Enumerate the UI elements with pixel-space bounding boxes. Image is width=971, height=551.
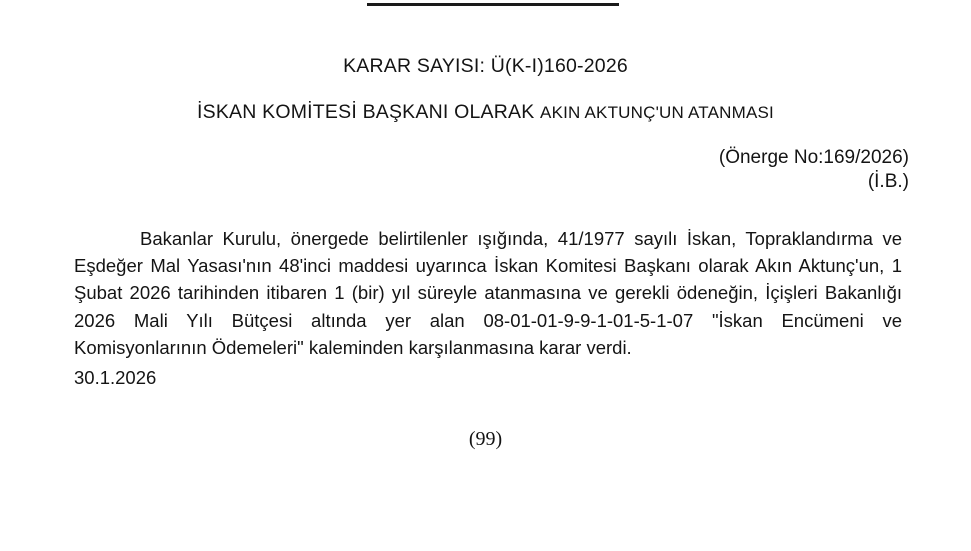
subject-heading-name: AKIN AKTUNÇ'UN ATANMASI (540, 103, 774, 122)
decision-number: KARAR SAYISI: Ü(K-I)160-2026 (343, 55, 628, 77)
subject-heading-main: İSKAN KOMİTESİ BAŞKANI OLARAK (197, 101, 541, 123)
proposal-origin: (İ.B.) (867, 171, 909, 193)
page-number: (99) (468, 428, 503, 450)
proposal-number: (Önerge No:169/2026) (718, 147, 909, 168)
decision-date: 30.1.2026 (74, 367, 157, 388)
body-paragraph (74, 225, 902, 361)
header-rule (367, 3, 619, 6)
subject-heading (0, 101, 971, 124)
body-paragraph-text: Bakanlar Kurulu, önergede belirtilenler ışığında, 41/1977 sayılı İskan, Topraklandırma ve Eşdeğer Mal Yasası'nın 48'inci maddesi uyarınca İskan Komitesi Başkanı olarak Akın Aktunç'un, 1 Şubat 2026 tarihinden itibaren 1 (bir) yıl süreyle atanmasına ve gerekli ödeneğin, İçişleri Bakanlığı 2026 Mali Yılı Bütçesi altında yer alan 08-01-01-9-9-1-01-5-1-07 "İskan Encümeni ve Komisyonlarının Ödemeleri" kaleminden karşılanmasına karar verdi. (74, 228, 902, 358)
proposal-reference (719, 146, 909, 195)
